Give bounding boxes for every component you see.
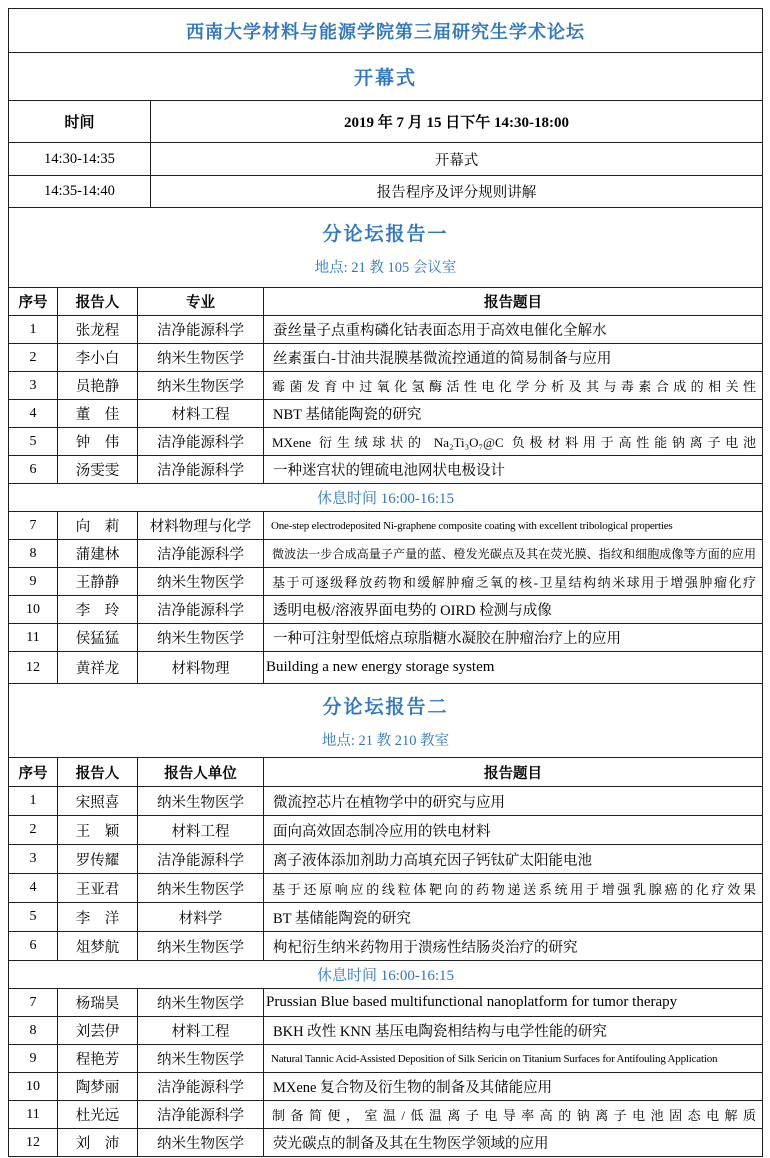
- cell-speaker: 黄祥龙: [58, 652, 138, 684]
- cell-affiliation: 纳米生物医学: [138, 787, 264, 816]
- cell-major: 洁净能源科学: [138, 456, 264, 484]
- table-row: [9, 596, 763, 624]
- col-header-no: 序号: [9, 288, 58, 316]
- cell-speaker: 王静静: [58, 568, 138, 596]
- break-text: 休息时间 16:00-16:15: [9, 961, 763, 989]
- cell-speaker: 汤雯雯: [58, 456, 138, 484]
- cell-title: 枸杞衍生纳米药物用于溃疡性结肠炎治疗的研究: [264, 932, 763, 961]
- cell-index: 9: [9, 568, 58, 596]
- col-header-speaker: 报告人: [58, 758, 138, 787]
- cell-major: 材料工程: [138, 400, 264, 428]
- table-row: [9, 208, 763, 288]
- cell-index: 5: [9, 428, 58, 456]
- table-row: [9, 816, 763, 845]
- schedule-time: 14:35-14:40: [9, 176, 151, 208]
- cell-speaker: 杜光远: [58, 1101, 138, 1129]
- cell-speaker: 宋照喜: [58, 787, 138, 816]
- cell-index: 6: [9, 456, 58, 484]
- table-row: [9, 1129, 763, 1157]
- cell-major: 洁净能源科学: [138, 316, 264, 344]
- cell-affiliation: 纳米生物医学: [138, 1129, 264, 1157]
- cell-index: 4: [9, 874, 58, 903]
- cell-affiliation: 纳米生物医学: [138, 1045, 264, 1073]
- table-row: [9, 143, 763, 176]
- cell-index: 3: [9, 372, 58, 400]
- session2-location: 地点: 21 教 210 教室: [321, 732, 450, 749]
- session1-heading: 分论坛报告一: [322, 223, 449, 245]
- schedule-time: 14:30-14:35: [9, 143, 151, 176]
- table-row: [9, 568, 763, 596]
- table-header-row: [9, 288, 763, 316]
- cell-speaker: 李 玲: [58, 596, 138, 624]
- cell-affiliation: 材料学: [138, 903, 264, 932]
- cell-title: BKH 改性 KNN 基压电陶瓷相结构与电学性能的研究: [264, 1017, 763, 1045]
- col-header-title: 报告题目: [264, 288, 763, 316]
- cell-index: 10: [9, 1073, 58, 1101]
- time-label: 时间: [9, 101, 151, 143]
- cell-speaker: 李 洋: [58, 903, 138, 932]
- table-row: [9, 787, 763, 816]
- cell-major: 洁净能源科学: [138, 540, 264, 568]
- cell-affiliation: 洁净能源科学: [138, 1073, 264, 1101]
- table-row: [9, 9, 763, 53]
- table-row: [9, 932, 763, 961]
- cell-index: 1: [9, 787, 58, 816]
- cell-title: NBT 基储能陶瓷的研究: [264, 400, 763, 428]
- cell-index: 9: [9, 1045, 58, 1073]
- cell-speaker: 程艳芳: [58, 1045, 138, 1073]
- cell-title: 基于还原响应的线粒体靶向的药物递送系统用于增强乳腺癌的化疗效果: [264, 874, 763, 903]
- cell-title: MXene 复合物及衍生物的制备及其储能应用: [264, 1073, 763, 1101]
- table-row: [9, 989, 763, 1017]
- table-row: [9, 372, 763, 400]
- table-row: [9, 1101, 763, 1129]
- cell-major: 纳米生物医学: [138, 624, 264, 652]
- table-row: [9, 53, 763, 101]
- table-row: [9, 874, 763, 903]
- cell-major: 纳米生物医学: [138, 344, 264, 372]
- schedule-item: 报告程序及评分规则讲解: [151, 176, 763, 208]
- session2-heading: 分论坛报告二: [322, 696, 449, 718]
- cell-affiliation: 材料工程: [138, 816, 264, 845]
- cell-speaker: 员艳静: [58, 372, 138, 400]
- break-text: 休息时间 16:00-16:15: [9, 484, 763, 512]
- table-row: [9, 400, 763, 428]
- table-row: [9, 540, 763, 568]
- cell-index: 1: [9, 316, 58, 344]
- cell-speaker: 刘芸伊: [58, 1017, 138, 1045]
- cell-index: 11: [9, 624, 58, 652]
- cell-speaker: 李小白: [58, 344, 138, 372]
- col-header-no: 序号: [9, 758, 58, 787]
- cell-index: 7: [9, 512, 58, 540]
- cell-title: 微流控芯片在植物学中的研究与应用: [264, 787, 763, 816]
- table-row: [9, 316, 763, 344]
- cell-title: 透明电极/溶液界面电势的 OIRD 检测与成像: [264, 596, 763, 624]
- session2-table: [8, 683, 763, 1157]
- opening-table: [8, 8, 763, 208]
- table-row: [9, 624, 763, 652]
- cell-major: 洁净能源科学: [138, 428, 264, 456]
- cell-speaker: 蒲建林: [58, 540, 138, 568]
- cell-speaker: 董 佳: [58, 400, 138, 428]
- cell-speaker: 钟 伟: [58, 428, 138, 456]
- cell-title: 面向高效固态制冷应用的铁电材料: [264, 816, 763, 845]
- cell-speaker: 王 颖: [58, 816, 138, 845]
- col-header-affiliation: 报告人单位: [138, 758, 264, 787]
- cell-affiliation: 材料工程: [138, 1017, 264, 1045]
- cell-speaker: 罗传耀: [58, 845, 138, 874]
- cell-index: 8: [9, 540, 58, 568]
- cell-title: 微波法一步合成高量子产量的蓝、橙发光碳点及其在荧光膜、指纹和细胞成像等方面的应用: [264, 540, 763, 568]
- cell-affiliation: 纳米生物医学: [138, 989, 264, 1017]
- cell-index: 12: [9, 1129, 58, 1157]
- cell-title: 制备简便，室温/低温离子电导率高的钠离子电池固态电解质: [264, 1101, 763, 1129]
- cell-title: 霉菌发育中过氧化氢酶活性电化学分析及其与毒素合成的相关性: [264, 372, 763, 400]
- cell-speaker: 杨瑞昊: [58, 989, 138, 1017]
- cell-index: 3: [9, 845, 58, 874]
- cell-title: 基于可逐级释放药物和缓解肿瘤乏氧的核-卫星结构纳米球用于增强肿瘤化疗: [264, 568, 763, 596]
- cell-affiliation: 洁净能源科学: [138, 1101, 264, 1129]
- col-header-major: 专业: [138, 288, 264, 316]
- table-header-row: [9, 758, 763, 787]
- cell-index: 2: [9, 344, 58, 372]
- cell-title: 离子液体添加剂助力高填充因子钙钛矿太阳能电池: [264, 845, 763, 874]
- table-row: [9, 176, 763, 208]
- cell-major: 纳米生物医学: [138, 372, 264, 400]
- cell-major: 洁净能源科学: [138, 596, 264, 624]
- cell-title: 荧光碳点的制备及其在生物医学领域的应用: [264, 1129, 763, 1157]
- schedule-item: 开幕式: [151, 143, 763, 176]
- cell-major: 材料物理与化学: [138, 512, 264, 540]
- table-row: [9, 512, 763, 540]
- table-row: [9, 456, 763, 484]
- session1-table: [8, 207, 763, 684]
- cell-speaker: 俎梦航: [58, 932, 138, 961]
- cell-title: Prussian Blue based multifunctional nanoplatform for tumor therapy: [264, 989, 763, 1017]
- cell-index: 11: [9, 1101, 58, 1129]
- cell-title: One-step electrodeposited Ni-graphene composite coating with excellent tribological properties: [264, 512, 763, 540]
- cell-title: Building a new energy storage system: [264, 652, 763, 684]
- col-header-speaker: 报告人: [58, 288, 138, 316]
- session1-location: 地点: 21 教 105 会议室: [314, 259, 457, 276]
- cell-title: Natural Tannic Acid-Assisted Deposition of Silk Sericin on Titanium Surfaces for Antifouling Application: [264, 1045, 763, 1073]
- cell-index: 6: [9, 932, 58, 961]
- table-row: [9, 684, 763, 758]
- break-row: [9, 961, 763, 989]
- forum-title: 西南大学材料与能源学院第三届研究生学术论坛: [9, 9, 763, 53]
- table-row: [9, 1045, 763, 1073]
- cell-title: BT 基储能陶瓷的研究: [264, 903, 763, 932]
- cell-index: 8: [9, 1017, 58, 1045]
- cell-index: 10: [9, 596, 58, 624]
- cell-title: 丝素蛋白-甘油共混膜基微流控通道的简易制备与应用: [264, 344, 763, 372]
- cell-speaker: 侯猛猛: [58, 624, 138, 652]
- cell-index: 4: [9, 400, 58, 428]
- cell-affiliation: 洁净能源科学: [138, 845, 264, 874]
- cell-major: 纳米生物医学: [138, 568, 264, 596]
- cell-index: 12: [9, 652, 58, 684]
- cell-speaker: 向 莉: [58, 512, 138, 540]
- cell-title: MXene 衍生绒球状的 Na₂Ti₃O₇@C 负极材料用于高性能钠离子电池: [264, 428, 763, 456]
- cell-speaker: 张龙程: [58, 316, 138, 344]
- break-row: [9, 484, 763, 512]
- cell-title: 一种迷宫状的锂硫电池网状电极设计: [264, 456, 763, 484]
- cell-title: 一种可注射型低熔点琼脂糖水凝胶在肿瘤治疗上的应用: [264, 624, 763, 652]
- opening-heading: 开幕式: [9, 53, 763, 101]
- table-row: [9, 344, 763, 372]
- cell-speaker: 王亚君: [58, 874, 138, 903]
- table-row: [9, 101, 763, 143]
- cell-affiliation: 纳米生物医学: [138, 874, 264, 903]
- cell-index: 5: [9, 903, 58, 932]
- cell-speaker: 刘 沛: [58, 1129, 138, 1157]
- table-row: [9, 903, 763, 932]
- table-row: [9, 428, 763, 456]
- table-row: [9, 1073, 763, 1101]
- table-row: [9, 652, 763, 684]
- cell-index: 2: [9, 816, 58, 845]
- cell-affiliation: 纳米生物医学: [138, 932, 264, 961]
- table-row: [9, 845, 763, 874]
- col-header-title: 报告题目: [264, 758, 763, 787]
- cell-speaker: 陶梦丽: [58, 1073, 138, 1101]
- table-row: [9, 1017, 763, 1045]
- cell-major: 材料物理: [138, 652, 264, 684]
- cell-title: 蚕丝量子点重构磷化钴表面态用于高效电催化全解水: [264, 316, 763, 344]
- cell-index: 7: [9, 989, 58, 1017]
- time-value: 2019 年 7 月 15 日下午 14:30-18:00: [151, 101, 763, 143]
